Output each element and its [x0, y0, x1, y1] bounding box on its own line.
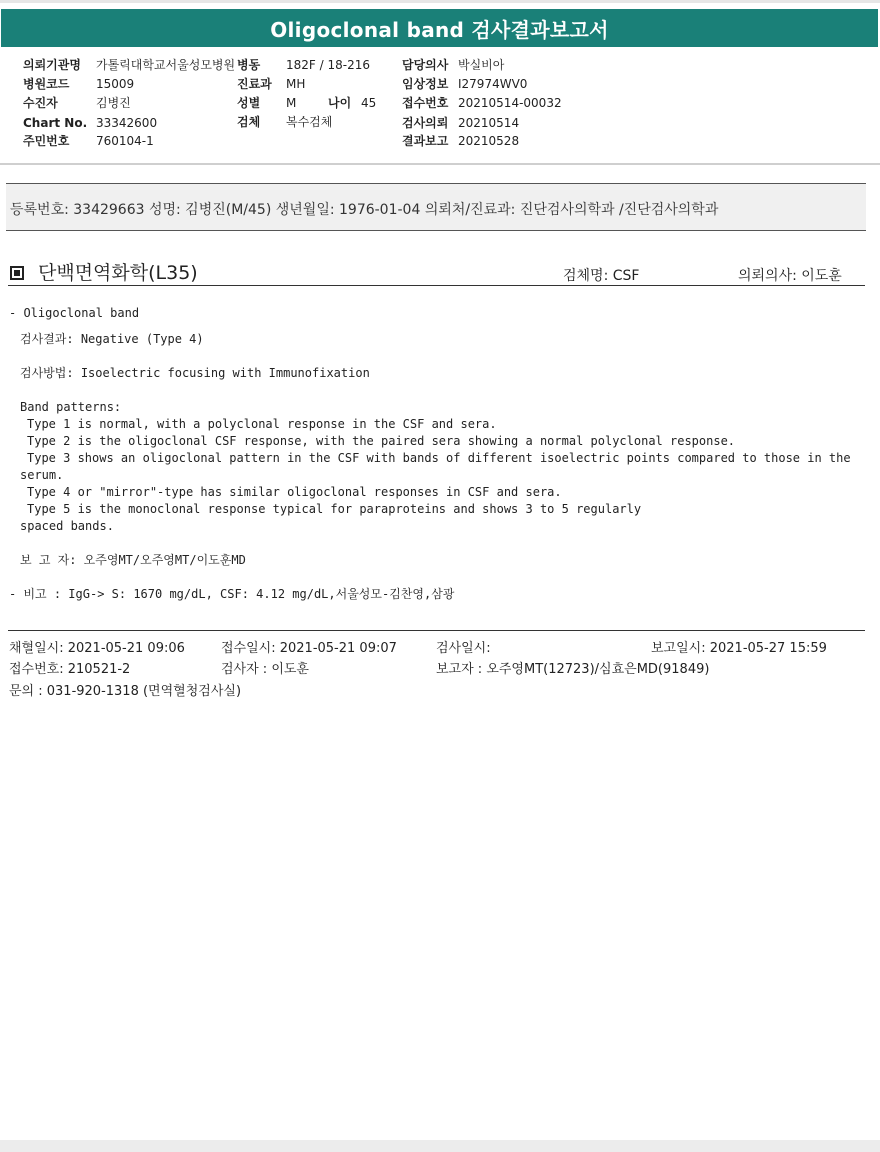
hospital-code-value: 15009 [96, 77, 135, 91]
specimen-value: 복수검체 [286, 115, 333, 129]
registration-band [6, 183, 866, 231]
square-bullet-icon [10, 266, 24, 280]
sex-value: M [286, 96, 297, 110]
report-datetime: 보고일시: 2021-05-27 15:59 [651, 641, 827, 656]
pattern-type1: Type 1 is normal, with a polyclonal response in the CSF and sera. [27, 417, 497, 431]
test-result: 검사결과: Negative (Type 4) [20, 332, 204, 346]
band-patterns-heading: Band patterns: [20, 400, 122, 414]
remark-line: - 비고 : IgG-> S: 1670 mg/dL, CSF: 4.12 mg/dL,서울성모-김찬영,삼광 [9, 587, 455, 601]
reporter-line: 보 고 자: 오주영MT/오주영MT/이도훈MD [20, 553, 246, 567]
reporter: 보고자 : 오주영MT(12723)/심효은MD(91849) [436, 662, 710, 677]
section-rule [8, 285, 865, 286]
test-name: - Oligoclonal band [9, 306, 140, 320]
report-date-label: 결과보고 [402, 134, 449, 148]
test-method: 검사방법: Isoelectric focusing with Immunofixation [20, 366, 370, 380]
contact: 문의 : 031-920-1318 (면역혈청검사실) [9, 684, 242, 699]
specimen-label: 검체 [237, 115, 261, 129]
resident-value: 760104-1 [96, 134, 154, 148]
received-datetime: 접수일시: 2021-05-21 09:07 [221, 641, 397, 656]
clinical-label: 임상정보 [402, 77, 449, 91]
registration-text: 등록번호: 33429663 성명: 김병진(M/45) 생년월일: 1976-01-04 의뢰처/진료과: 진단검사의학과 /진단검사의학과 [10, 202, 719, 218]
resident-label: 주민번호 [23, 134, 70, 148]
institution-label: 의뢰기관명 [23, 58, 81, 72]
tester: 검사자 : 이도훈 [221, 662, 309, 677]
section-title [10, 258, 198, 285]
collection-datetime: 채혈일시: 2021-05-21 09:06 [9, 641, 185, 656]
report-title: Oligoclonal band 검사결과보고서 [1, 9, 878, 47]
pattern-type4: Type 4 or "mirror"-type has similar oligoclonal responses in CSF and sera. [27, 485, 562, 499]
header-divider [0, 163, 880, 165]
request-label: 검사의뢰 [402, 116, 449, 130]
age-value: 45 [361, 96, 377, 110]
institution-value: 가톨릭대학교서울성모병원 [96, 58, 236, 72]
chart-label: Chart No. [23, 116, 88, 130]
pattern-type5-cont: spaced bands. [20, 519, 114, 533]
patient-label: 수진자 [23, 96, 58, 110]
top-border [0, 0, 880, 3]
doctor-value: 박실비아 [458, 58, 505, 72]
age-label: 나이 [328, 96, 352, 110]
patient-value: 김병진 [96, 96, 131, 110]
requesting-doctor: 의뢰의사: 이도훈 [738, 268, 842, 284]
dept-value: MH [286, 77, 306, 91]
ward-label: 병동 [237, 58, 261, 72]
test-datetime: 검사일시: [436, 641, 491, 656]
bottom-bar [0, 1140, 880, 1152]
hospital-code-label: 병원코드 [23, 77, 70, 91]
specimen-name: 검체명: CSF [563, 268, 640, 284]
request-value: 20210514 [458, 116, 520, 130]
footer-rule [8, 630, 865, 631]
pattern-type5: Type 5 is the monoclonal response typical for paraproteins and shows 3 to 5 regularly [27, 502, 642, 516]
pattern-type3: Type 3 shows an oligoclonal pattern in the CSF with bands of different isoelectric points compared to those in the [27, 451, 851, 465]
report-date-value: 20210528 [458, 134, 520, 148]
pattern-type3-cont: serum. [20, 468, 64, 482]
section-title-text: 단백면역화학(L35) [38, 262, 198, 284]
doctor-label: 담당의사 [402, 58, 449, 72]
pattern-type2: Type 2 is the oligoclonal CSF response, with the paired sera showing a normal polyclonal response. [27, 434, 736, 448]
sex-label: 성별 [237, 96, 261, 110]
dept-label: 진료과 [237, 77, 272, 91]
receipt-number: 접수번호: 210521-2 [9, 662, 131, 677]
chart-value: 33342600 [96, 116, 158, 130]
receipt-label: 접수번호 [402, 96, 449, 110]
ward-value: 182F / 18-216 [286, 58, 370, 72]
clinical-value: I27974WV0 [458, 77, 528, 91]
receipt-value: 20210514-00032 [458, 96, 562, 110]
